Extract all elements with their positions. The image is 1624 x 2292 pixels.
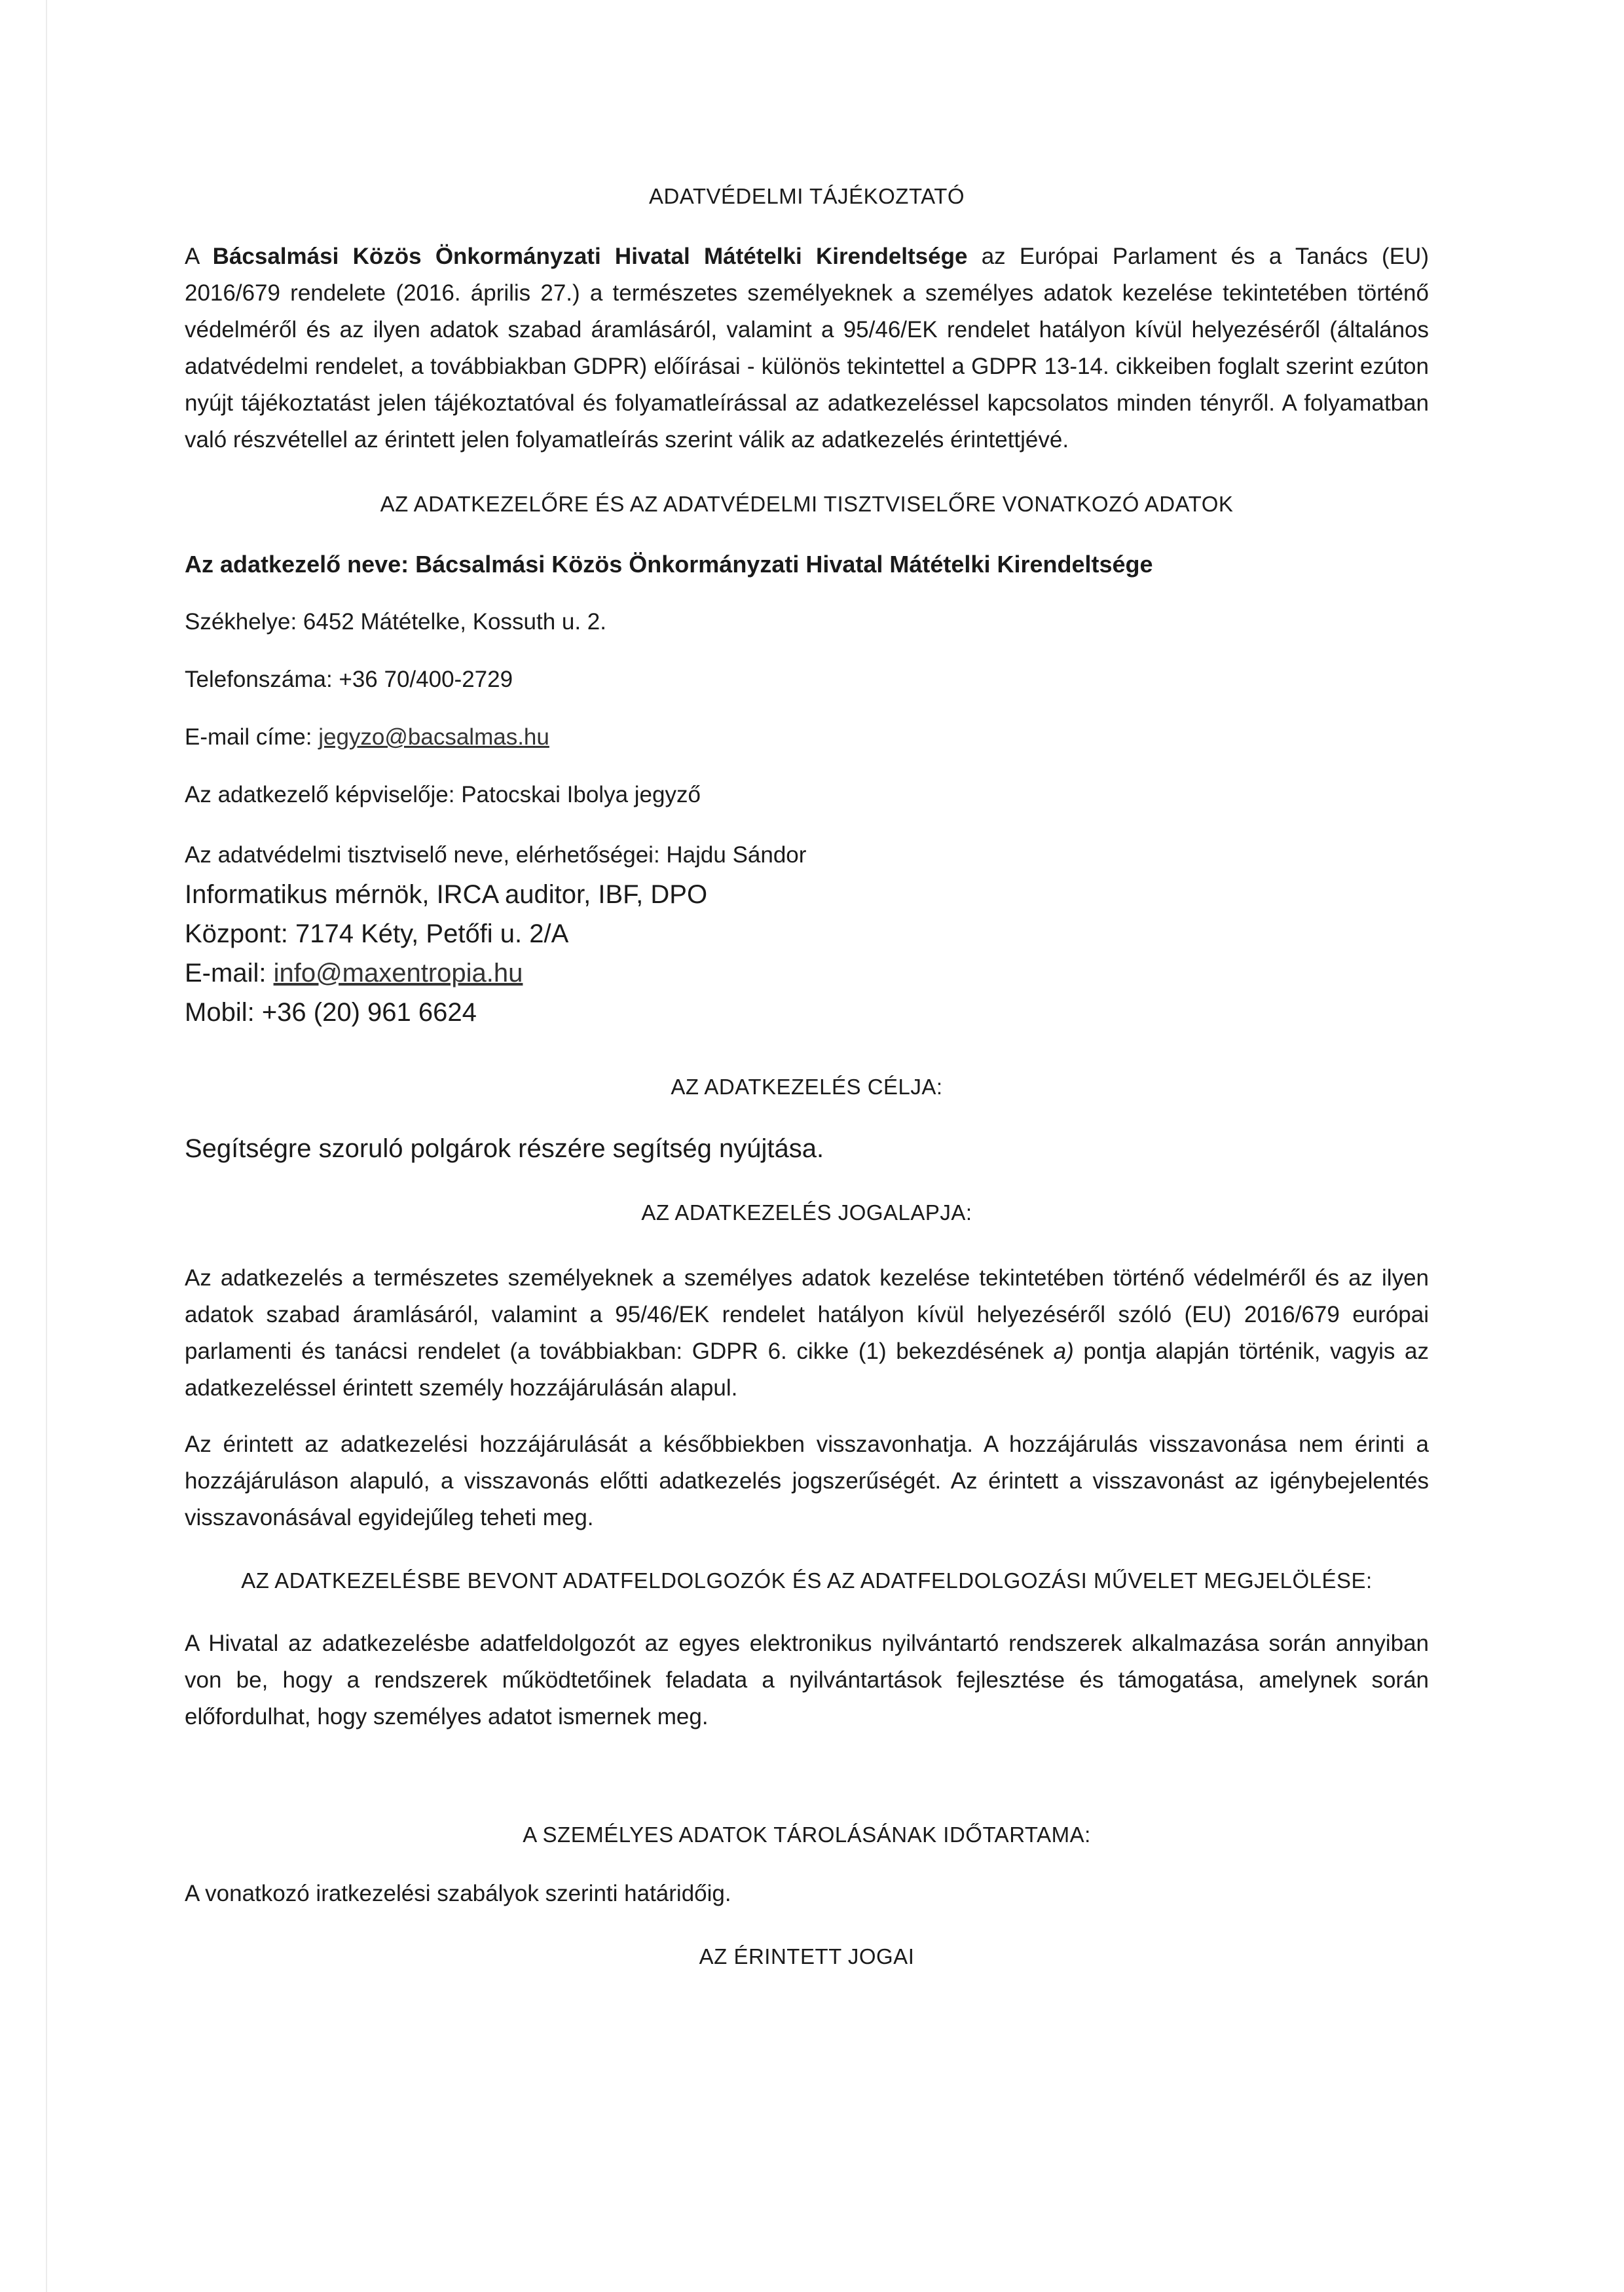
dpo-name-line: Az adatvédelmi tisztviselő neve, elérhetőségei: Hajdu Sándor bbox=[185, 842, 807, 868]
dpo-email-link[interactable]: info@maxentropia.hu bbox=[273, 959, 523, 988]
dpo-contact-block bbox=[185, 836, 1429, 1032]
dpo-center: Központ: 7174 Kéty, Petőfi u. 2/A bbox=[185, 919, 569, 948]
processors-paragraph: A Hivatal az adatkezelésbe adatfeldolgozót az egyes elektronikus nyilvántartó rendszerek alkalmazása során annyiban von be, hogy a rendszerek működtetőinek feladata a nyilvántartások fejlesztése és támogatása, amelynek során előfordulhat, hogy személyes adatot ismernek meg. bbox=[185, 1631, 1429, 1729]
legal-basis-heading: AZ ADATKEZELÉS JOGALAPJA: bbox=[641, 1200, 972, 1225]
controller-heading: AZ ADATKEZELŐRE ÉS AZ ADATVÉDELMI TISZTVISELŐRE VONATKOZÓ ADATOK bbox=[380, 492, 1234, 516]
legal-basis-point: a) bbox=[1053, 1339, 1074, 1364]
intro-office-name: Bácsalmási Közös Önkormányzati Hivatal Mátételki Kirendeltsége bbox=[212, 244, 968, 269]
document-page bbox=[185, 178, 1429, 1975]
dpo-email-line bbox=[185, 953, 1429, 993]
legal-basis-paragraph bbox=[185, 1260, 1429, 1407]
document-title: ADATVÉDELMI TÁJÉKOZTATÓ bbox=[648, 184, 965, 208]
controller-seat: Székhelye: 6452 Mátételke, Kossuth u. 2. bbox=[185, 609, 606, 635]
rights-heading: AZ ÉRINTETT JOGAI bbox=[699, 1944, 915, 1969]
controller-email-label: E-mail címe: bbox=[185, 724, 319, 750]
dpo-mobile: Mobil: +36 (20) 961 6624 bbox=[185, 998, 477, 1027]
processors-heading: AZ ADATKEZELÉSBE BEVONT ADATFELDOLGOZÓK ÉS AZ ADATFELDOLGOZÁSI MŰVELET MEGJELÖLÉSE: bbox=[241, 1568, 1373, 1593]
controller-phone: Telefonszáma: +36 70/400-2729 bbox=[185, 667, 513, 692]
withdrawal-paragraph: Az érintett az adatkezelési hozzájárulását a későbbiekben visszavonhatja. A hozzájárulás visszavonása nem érinti a hozzájáruláson alapuló, a visszavonás előtti adatkezelés jogszerűségét. Az érintett a visszavonást az igénybejelentés visszavonásával egyidejűleg teheti meg. bbox=[185, 1432, 1429, 1530]
dpo-title: Informatikus mérnök, IRCA auditor, IBF, DPO bbox=[185, 880, 708, 909]
scan-edge bbox=[46, 0, 47, 2292]
dpo-email-label: E-mail: bbox=[185, 959, 274, 988]
legal-basis-text-end: pontja alapján történik, vagyis az adatkezeléssel érintett személy hozzájárulásán alapul. bbox=[185, 1339, 1429, 1401]
controller-email-line bbox=[185, 719, 1429, 756]
intro-paragraph bbox=[185, 238, 1429, 458]
intro-text-rest: az Európai Parlament és a Tanács (EU) 2016/679 rendelete (2016. április 27.) a természetes személyeknek a személyes adatok kezelése tekintetében történő védelméről és az ilyen adatok szabad áramlásáról, valamint a 95/46/EK rendelet hatályon kívül helyezéséről (általános adatvédelmi rendelet, a továbbiakban GDPR) előírásai - különös tekintettel a GDPR 13-14. cikkeiben foglalt szerint ezúton nyújt tájékoztatást jelen tájékoztatóval és folyamatleírással az adatkezeléssel kapcsolatos minden tényről. A folyamatban való részvétellel az érintett jelen folyamatleírás szerint válik az adatkezelés érintettjévé. bbox=[185, 244, 1429, 453]
controller-representative: Az adatkezelő képviselője: Patocskai Ibolya jegyző bbox=[185, 782, 701, 807]
controller-email-link[interactable]: jegyzo@bacsalmas.hu bbox=[318, 724, 549, 750]
purpose-heading: AZ ADATKEZELÉS CÉLJA: bbox=[671, 1075, 943, 1099]
retention-text: A vonatkozó iratkezelési szabályok szerinti határidőig. bbox=[185, 1881, 731, 1906]
purpose-text: Segítségre szoruló polgárok részére segítség nyújtása. bbox=[185, 1134, 824, 1163]
intro-text-start: A bbox=[185, 244, 213, 269]
legal-basis-text-start: Az adatkezelés a természetes személyeknek a személyes adatok kezelése tekintetében történő védelméről és az ilyen adatok szabad áramlásáról, valamint a 95/46/EK rendelet hatályon kívül helyezéséről szóló (EU) 2016/679 európai parlamenti és tanácsi rendelet (a továbbiakban: GDPR 6. cikke (1) bekezdésének bbox=[185, 1265, 1429, 1364]
controller-name: Az adatkezelő neve: Bácsalmási Közös Önkormányzati Hivatal Mátételki Kirendeltsége bbox=[185, 551, 1153, 578]
retention-heading: A SZEMÉLYES ADATOK TÁROLÁSÁNAK IDŐTARTAMA: bbox=[523, 1822, 1091, 1847]
